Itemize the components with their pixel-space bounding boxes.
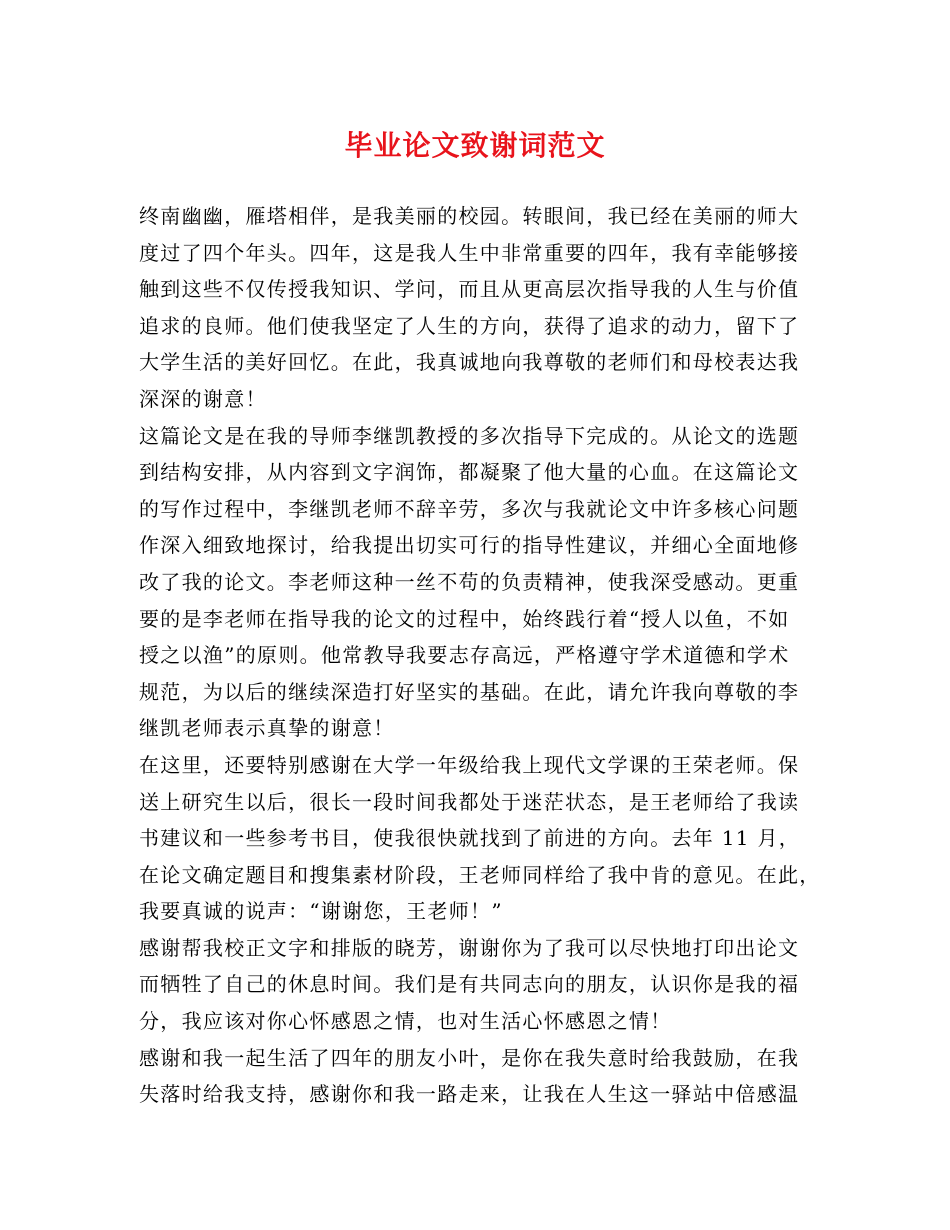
- paragraph-1: [139, 198, 815, 418]
- text-line: 触到这些不仅传授我知识、学问，而且从更高层次指导我的人生与价值: [139, 277, 800, 302]
- text-line: 到结构安排，从内容到文字润饰，都凝聚了他大量的心血。在这篇论文: [139, 460, 800, 485]
- text-line: 送上研究生以后，很长一段时间我都处于迷茫状态，是王老师给了我读: [139, 789, 800, 814]
- text-line: 继凯老师表示真挚的谢意！: [139, 716, 395, 741]
- text-line: 感谢和我一起生活了四年的朋友小叶，是你在我失意时给我鼓励，在我: [139, 1045, 800, 1070]
- document-title: 毕业论文致谢词范文: [344, 129, 606, 162]
- text-line: 要的是李老师在指导我的论文的过程中，始终践行着“授人以鱼，不如: [139, 606, 790, 631]
- paragraph-5: [139, 1040, 815, 1113]
- text-line: 深深的谢意！: [139, 386, 267, 411]
- document-body: [139, 198, 821, 1113]
- text-line: 追求的良师。他们使我坚定了人生的方向，获得了追求的动力，留下了: [139, 313, 800, 338]
- text-line: 大学生活的美好回忆。在此，我真诚地向我尊敬的老师们和母校表达我: [139, 350, 800, 375]
- paragraph-3: [139, 747, 821, 930]
- text-line: 失落时给我支持，感谢你和我一路走来，让我在人生这一驿站中倍感温: [139, 1082, 800, 1107]
- text-line: 我要真诚的说声：“谢谢您，王老师！”: [139, 899, 503, 924]
- text-line: 规范，为以后的继续深造打好坚实的基础。在此，请允许我向尊敬的李: [139, 679, 800, 704]
- text-line: 在论文确定题目和搜集素材阶段，王老师同样给了我中肯的意见。在此，: [139, 862, 821, 887]
- text-line: 作深入细致地探讨，给我提出切实可行的指导性建议，并细心全面地修: [139, 533, 800, 558]
- text-line: 在这里，还要特别感谢在大学一年级给我上现代文学课的王荣老师。保: [139, 752, 800, 777]
- text-line: 分，我应该对你心怀感恩之情，也对生活心怀感恩之情！: [139, 1009, 672, 1034]
- text-line: 而牺牲了自己的休息时间。我们是有共同志向的朋友，认识你是我的福: [139, 972, 800, 997]
- text-line: 感谢帮我校正文字和排版的晓芳，谢谢你为了我可以尽快地打印出论文: [139, 935, 800, 960]
- text-line: 书建议和一些参考书目，使我很快就找到了前进的方向。去年 11 月，: [139, 826, 801, 851]
- text-line: 授之以渔”的原则。他常教导我要志存高远，严格遵守学术道德和学术: [139, 643, 790, 668]
- text-line: 这篇论文是在我的导师李继凯教授的多次指导下完成的。从论文的选题: [139, 423, 800, 448]
- text-line: 的写作过程中，李继凯老师不辞辛劳，多次与我就论文中许多核心问题: [139, 496, 800, 521]
- paragraph-4: [139, 930, 815, 1040]
- text-line: 终南幽幽，雁塔相伴，是我美丽的校园。转眼间，我已经在美丽的师大: [139, 204, 800, 228]
- text-line: 度过了四个年头。四年，这是我人生中非常重要的四年，我有幸能够接: [139, 240, 800, 265]
- text-line: 改了我的论文。李老师这种一丝不苟的负责精神，使我深受感动。更重: [139, 569, 800, 594]
- paragraph-2: [139, 418, 815, 747]
